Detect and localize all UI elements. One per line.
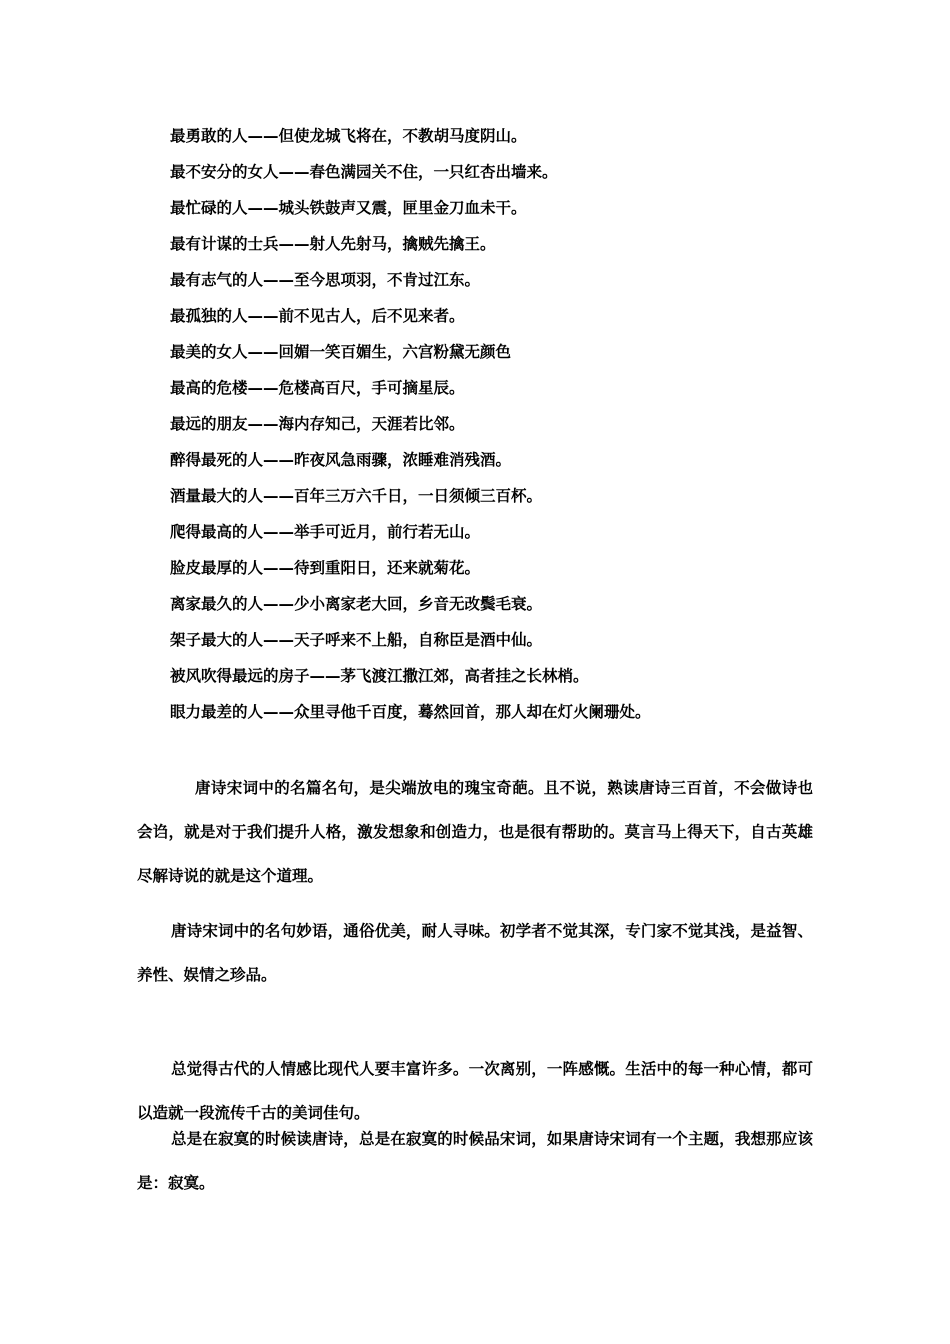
list-item: 最不安分的女人——春色满园关不住，一只红杏出墙来。 bbox=[170, 163, 558, 181]
list-item: 醉得最死的人——昨夜风急雨骤，浓睡难消残酒。 bbox=[170, 451, 512, 469]
superlative-list bbox=[170, 124, 870, 736]
list-item: 离家最久的人——少小离家老大回，乡音无改鬓毛衰。 bbox=[170, 595, 543, 613]
list-item: 最远的朋友——海内存知己，天涯若比邻。 bbox=[170, 415, 465, 433]
list-item: 最有志气的人——至今思项羽，不肯过江东。 bbox=[170, 271, 481, 289]
paragraph-loneliness: 总是在寂寞的时候读唐诗，总是在寂寞的时候品宋词，如果唐诗宋词有一个主题，我想那应该是：寂寞。 bbox=[137, 1129, 813, 1192]
list-item: 最勇敢的人——但使龙城飞将在，不教胡马度阴山。 bbox=[170, 127, 527, 145]
list-item: 最忙碌的人——城头铁鼓声又震，匣里金刀血未干。 bbox=[170, 199, 527, 217]
paragraph-intro: 唐诗宋词中的名篇名句，是尖端放电的瑰宝奇葩。且不说，熟读唐诗三百首，不会做诗也会诌，就是对于我们提升人格，激发想象和创造力，也是很有帮助的。莫言马上得天下，自古英雄尽解诗说的就是这个道理。 bbox=[137, 778, 813, 885]
list-item: 脸皮最厚的人——待到重阳日，还来就菊花。 bbox=[170, 559, 481, 577]
list-item: 最孤独的人——前不见古人，后不见来者。 bbox=[170, 307, 465, 325]
list-item: 最有计谋的士兵——射人先射马，擒贼先擒王。 bbox=[170, 235, 496, 253]
list-item: 眼力最差的人——众里寻他千百度，蓦然回首，那人却在灯火阑珊处。 bbox=[170, 703, 651, 721]
list-item: 酒量最大的人——百年三万六千日，一日须倾三百杯。 bbox=[170, 487, 543, 505]
list-item: 最高的危楼——危楼高百尺，手可摘星辰。 bbox=[170, 379, 465, 397]
paragraph-emotion: 总觉得古代的人情感比现代人要丰富许多。一次离别，一阵感慨。生活中的每一种心情，都可以造就一段流传千古的美词佳句。 bbox=[137, 1059, 813, 1122]
list-item: 最美的女人——回媚一笑百媚生，六宫粉黛无颜色 bbox=[170, 343, 512, 361]
list-item: 架子最大的人——天子呼来不上船，自称臣是酒中仙。 bbox=[170, 631, 543, 649]
list-item: 爬得最高的人——举手可近月，前行若无山。 bbox=[170, 523, 481, 541]
paragraph-quotes: 唐诗宋词中的名句妙语，通俗优美，耐人寻味。初学者不觉其深，专门家不觉其浅，是益智、养性、娱情之珍品。 bbox=[137, 921, 813, 984]
list-item: 被风吹得最远的房子——茅飞渡江撒江郊，高者挂之长林梢。 bbox=[170, 667, 589, 685]
